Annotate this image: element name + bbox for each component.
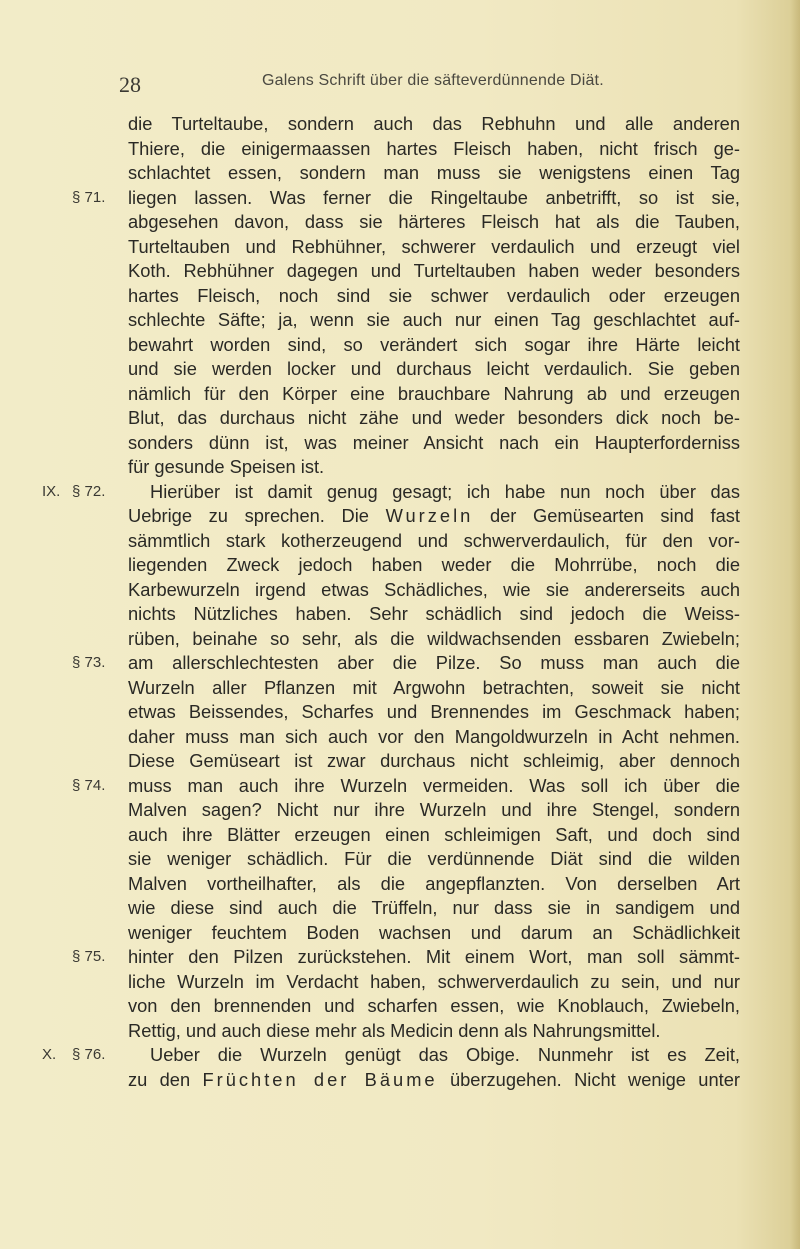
margin-paragraph-74: § 74. — [72, 776, 106, 794]
page-number: 28 — [119, 72, 141, 97]
text-line: nämlich für den Körper eine brauchbare Nahrung ab und erzeugen — [128, 382, 740, 404]
text-line: § 73. am allerschlechtesten aber die Pilze. So muss man auch die — [128, 651, 740, 676]
text-line: schlechte Säfte; ja, wenn sie auch nur einen Tag geschlachtet auf- — [128, 309, 740, 330]
page-header — [0, 68, 800, 98]
margin-chapter-x: X. — [42, 1046, 57, 1063]
text-line: Koth. Rebhühner dagegen und Turteltauben haben weder besonders — [128, 260, 740, 281]
text-line: Diese Gemüseart ist zwar durchaus nicht schleimig, aber dennoch — [128, 750, 740, 771]
text-line: Turteltauben und Rebhühner, schwerer verdaulich und erzeugt viel — [128, 235, 740, 257]
page-edge-shadow — [790, 0, 800, 1249]
text-line: liegenden Zweck jedoch haben weder die Mohrrübe, noch die — [128, 554, 740, 575]
text-line: Rettig, und auch diese mehr als Medicin denn als Nahrungsmittel. — [128, 1019, 661, 1041]
text-line: IX. § 72. Hierüber ist damit genug gesagt; ich habe nun noch über das — [128, 480, 740, 505]
text-line: und sie werden locker und durchaus leicht verdaulich. Sie geben — [128, 358, 740, 379]
text-line: Malven vortheilhafter, als die angepflanzten. Von derselben Art — [128, 872, 740, 894]
spaced-phrase: Früchten der Bäume — [202, 1068, 438, 1090]
text-line: sämmtlich stark kotherzeugend und schwerverdaulich, für den vor- — [128, 529, 740, 551]
text-line: schlachtet essen, sondern man muss sie wenigstens einen Tag — [128, 162, 740, 183]
text-line: § 74. muss man auch ihre Wurzeln vermeiden. Was soll ich über die — [128, 774, 740, 799]
text-line: § 75. hinter den Pilzen zurückstehen. Mit einem Wort, man soll sämmt- — [128, 945, 740, 970]
margin-chapter-ix: IX. — [42, 482, 61, 500]
margin-paragraph-75: § 75. — [72, 948, 106, 965]
text-line: bewahrt worden sind, so verändert sich sogar ihre Härte leicht — [128, 333, 740, 355]
text-line: Malven sagen? Nicht nur ihre Wurzeln und ihre Stengel, sondern — [128, 799, 740, 820]
running-title: Galens Schrift über die säfteverdünnende Diät. — [262, 72, 604, 89]
text-line: die Turteltaube, sondern auch das Rebhuhn und alle anderen — [128, 113, 740, 134]
text-line: liche Wurzeln im Verdacht haben, schwerverdaulich zu sein, und nur — [128, 970, 740, 992]
text-line: hartes Fleisch, noch sind sie schwer verdaulich oder erzeugen — [128, 284, 740, 306]
text-line: auch ihre Blätter erzeugen einen schleimigen Saft, und doch sind — [128, 823, 740, 845]
text-line: abgesehen davon, dass sie härteres Fleisch hat als die Tauben, — [128, 211, 740, 232]
margin-paragraph-73: § 73. — [72, 654, 106, 671]
text-line: von den brennenden und scharfen essen, wie Knoblauch, Zwiebeln, — [128, 995, 740, 1016]
text-line: Wurzeln aller Pflanzen mit Argwohn betrachten, soweit sie nicht — [128, 676, 740, 698]
text-line: für gesunde Speisen ist. — [128, 456, 325, 477]
text-line: § 71. liegen lassen. Was ferner die Ringeltaube anbetrifft, so ist sie, — [128, 186, 740, 211]
text-line: Thiere, die einigermaassen hartes Fleisch haben, nicht frisch ge- — [128, 137, 740, 159]
text-line: sonders dünn ist, was meiner Ansicht nach ein Haupterforderniss — [128, 431, 740, 453]
margin-paragraph-72: § 72. — [72, 482, 106, 500]
spaced-word: Wurzeln — [385, 505, 474, 526]
text-line: etwas Beissendes, Scharfes und Brennendes im Geschmack haben; — [128, 701, 740, 722]
margin-paragraph-71: § 71. — [72, 188, 106, 206]
body-text — [42, 112, 741, 1092]
text-line: X. § 76. Ueber die Wurzeln genügt das Obige. Nunmehr ist es Zeit, — [128, 1043, 740, 1068]
text-line: rüben, beinahe so sehr, als die wildwachsenden essbaren Zwiebeln; — [128, 627, 740, 649]
text-line: daher muss man sich auch vor den Mangoldwurzeln in Acht nehmen. — [128, 725, 740, 747]
text-line: sie weniger schädlich. Für die verdünnende Diät sind die wilden — [128, 848, 740, 869]
text-line: Uebrige zu sprechen. Die Wurzeln der Gemüsearten sind fast — [128, 505, 741, 526]
text-line: nichts Nützliches haben. Sehr schädlich sind jedoch die Weiss- — [128, 603, 740, 624]
text-line: wie diese sind auch die Trüffeln, nur dass sie in sandigem und — [128, 897, 740, 918]
text-line: zu den Früchten der Bäume überzugehen. Nicht wenige unter — [128, 1068, 740, 1090]
text-line: weniger feuchtem Boden wachsen und darum an Schädlichkeit — [128, 921, 740, 943]
margin-paragraph-76: § 76. — [72, 1046, 106, 1063]
text-line: Blut, das durchaus nicht zähe und weder besonders dick noch be- — [128, 407, 740, 428]
text-line: Karbewurzeln irgend etwas Schädliches, wie sie andererseits auch — [128, 578, 740, 600]
